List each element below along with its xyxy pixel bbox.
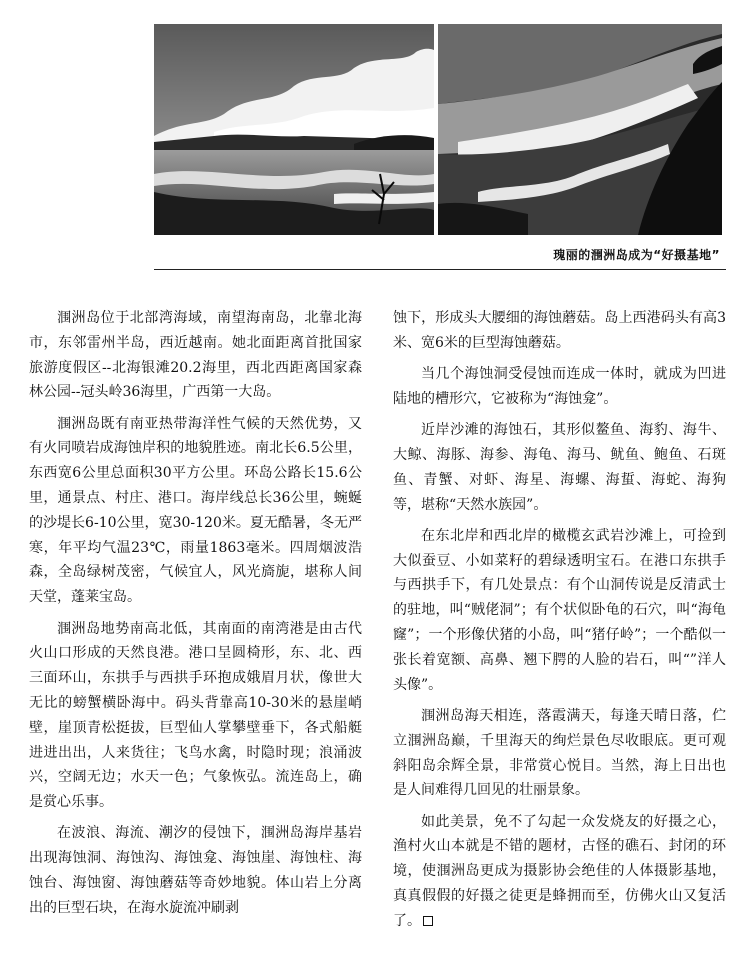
paragraph: 蚀下，形成头大腰细的海蚀蘑菇。岛上西港码头有高3米、宽6米的巨型海蚀蘑菇。: [393, 310, 726, 351]
paragraph: 涠洲岛位于北部湾海域，南望海南岛，北靠北海市，东邻雷州半岛，西近越南。她北面距离首批国家旅游度假区--北海银滩20.2海里，西北西距离国家森林公园--冠头岭36海里，广西第一大岛。: [29, 310, 362, 401]
end-of-article-icon: [423, 916, 433, 926]
island-photo-coast: [438, 24, 722, 235]
coast-image: [438, 24, 722, 235]
paragraph: 近岸沙滩的海蚀石，其形似鳌鱼、海豹、海牛、大鲸、海豚、海参、海龟、海马、鱿鱼、鲍鱼、石斑鱼、青蟹、对虾、海星、海螺、海蜇、海蛇、海狗等，堪称“天然水族园”。: [393, 422, 726, 513]
paragraph: 当几个海蚀洞受侵蚀而连成一体时，就成为凹进陆地的槽形穴，它被称为“海蚀龛”。: [393, 366, 726, 407]
paragraph: 在东北岸和西北岸的橄榄玄武岩沙滩上，可捡到大似蚕豆、小如菜籽的碧绿透明宝石。在港口东拱手与西拱手下，有几处景点：有个山洞传说是反清武士的驻地，叫“贼佬洞”；有个状似卧龟的石穴，叫“海龟窿”；一个形像伏猪的小岛，叫“猪仔岭”；一个酷似一张长着宽额、高鼻、翘下腭的人脸的岩石，叫“”洋人头像”。: [393, 527, 726, 693]
paragraph-text: 如此美景，免不了勾起一众发烧友的好摄之心，渔村火山本就是不错的题材，古怪的礁石、封闭的环境，使涠洲岛更成为摄影协会绝佳的人体摄影基地，真真假假的好摄之徒更是蜂拥而至，仿佛火山又复活了。: [393, 813, 726, 929]
paragraph: 涠洲岛地势南高北低，其南面的南湾港是由古代火山口形成的天然良港。港口呈圆椅形，东、北、西三面环山，东拱手与西拱手环抱成娥眉月状，像世大无比的螃蟹横卧海中。码头背靠高10-30米的悬崖峭壁，崖顶青松挺拔，巨型仙人掌攀壁垂下，各式船艇进进出出，人来货往；飞鸟水禽，时隐时现；浪涌波兴，空阔无边；水天一色；气象恢弘。流连岛上，确是赏心乐事。: [29, 620, 362, 811]
paragraph: 涠洲岛海天相连，落霞满天，每逢天晴日落，伫立涠洲岛巅，千里海天的绚烂景色尽收眼底。更可观斜阳岛余辉全景，非常赏心悦目。当然，海上日出也是人间难得几回见的壮丽景象。: [393, 707, 726, 799]
photo-caption: 瑰丽的涠洲岛成为“好摄基地”: [553, 248, 720, 262]
caption-divider: [154, 269, 726, 270]
paragraph: 涠洲岛既有南亚热带海洋性气候的天然优势，又有火同喷岩成海蚀岸积的地貌胜迹。南北长6.5公里，东西宽6公里总面积30平方公里。环岛公路长15.6公里，通景点、村庄、港口。海岸线总长36公里，蜿蜒的沙堤长6-10公里，宽30-120米。夏无酷暑，冬无严寒，年平均气温23℃，雨量1863毫米。四周烟波浩森，全岛绿树茂密，气候宜人，风光旖旎，堪称人间天堂，蓬莱宝岛。: [29, 415, 362, 606]
seascape-image: [154, 24, 434, 235]
last-paragraph: [393, 810, 726, 934]
article-column-left: [29, 306, 362, 927]
paragraph: 在波浪、海流、潮汐的侵蚀下，涠洲岛海岸基岩出现海蚀洞、海蚀沟、海蚀龛、海蚀崖、海蚀柱、海蚀台、海蚀窗、海蚀蘑菇等奇妙地貌。体山岩上分离出的巨型石块，在海水旋流冲刷剥: [29, 825, 362, 916]
article-column-right: [393, 306, 726, 940]
island-photo-seascape: [154, 24, 434, 235]
